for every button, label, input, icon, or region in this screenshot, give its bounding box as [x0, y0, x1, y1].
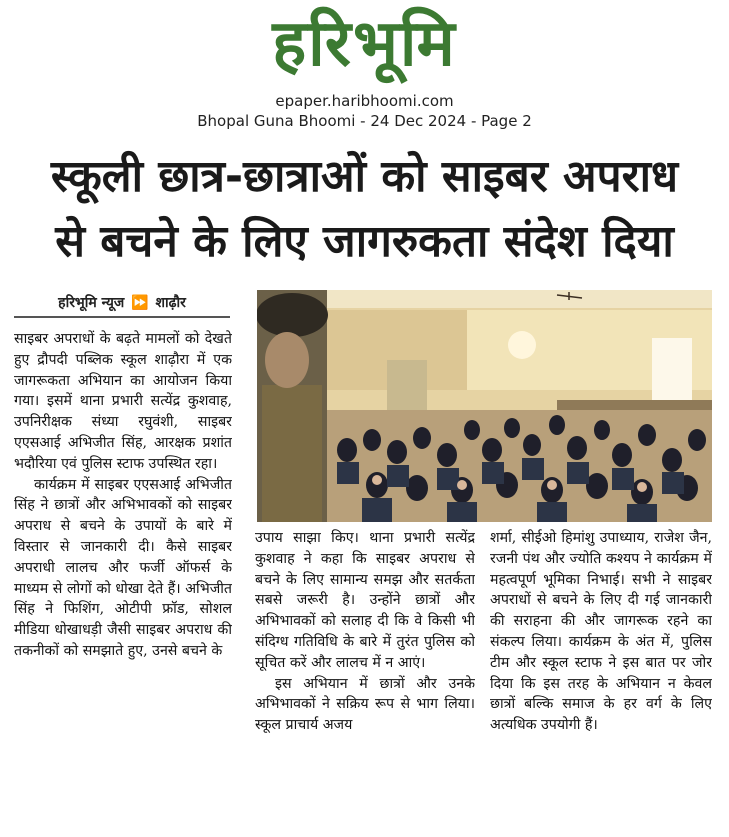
edition-info: Bhopal Guna Bhoomi - 24 Dec 2024 - Page 2 [197, 112, 532, 130]
newspaper-logo: हरिभूमि [272, 7, 457, 81]
paragraph: इस अभियान में छात्रों और उनके अभिभावकों ने सक्रिय रूप से भाग लिया। स्कूल प्राचार्य अजय [255, 675, 475, 734]
masthead [0, 0, 729, 140]
paragraph: उपाय साझा किए। थाना प्रभारी सत्येंद्र कुशवाह ने कहा कि साइबर अपराध से बचने के लिए सामान्य समझ और सतर्कता सबसे जरूरी है। उन्होंने छात्रों और अभिभावकों को सलाह दी कि वे किसी भी संदिग्ध गतिविधि के बारे में तुरंत पुलिस को सूचित करें और लालच में न आएं। [255, 530, 475, 671]
article-headline [10, 144, 719, 274]
photo-illustration [257, 290, 712, 522]
article-column-2 [255, 528, 475, 828]
fast-forward-icon: ⏩ [131, 295, 149, 311]
headline-line-1: स्कूली छात्र-छात्राओं को साइबर अपराध [50, 151, 679, 202]
byline-place: शाढ़ौर [155, 295, 186, 311]
byline [14, 290, 230, 318]
article-column-3 [490, 528, 712, 828]
headline-line-2: से बचने के लिए जागरुकता संदेश दिया [55, 216, 674, 267]
paragraph: कार्यक्रम में साइबर एएसआई अभिजीत सिंह ने छात्रों और अभिभावकों को साइबर अपराध से बचने के उपायों के बारे में विस्तार से जानकारी दी। कैसे साइबर अपराधी लालच और फर्जी ऑफर्स के माध्यम से लोगों को धोखा देते हैं। अभिजीत सिंह ने फिशिंग, ओटीपी फ्रॉड, सोशल मीडिया धोखाधड़ी जैसी साइबर अपराध की तकनीकों को समझाते हुए, उनसे बचने के [14, 476, 232, 659]
paragraph: शर्मा, सीईओ हिमांशु उपाध्याय, राजेश जैन, रजनी पंथ और ज्योति कश्यप ने कार्यक्रम में महत्वपूर्ण भूमिका निभाई। सभी ने साइबर अपराधों से बचने के लिए दी गई जानकारी की सराहना की और जागरूक रहने का संकल्प लिया। कार्यक्रम के अंत में, पुलिस टीम और स्कूल स्टाफ ने इस बात पर जोर दिया कि इस तरह के अभियान न केवल छात्रों बल्कि समाज के हर वर्ग के लिए अत्यधिक उपयोगी हैं। [490, 530, 712, 734]
source-url[interactable]: epaper.haribhoomi.com [275, 92, 454, 110]
byline-source: हरिभूमि न्यूज [58, 295, 125, 311]
article-photo [257, 290, 712, 522]
article-column-1 [14, 329, 232, 829]
paragraph: साइबर अपराधों के बढ़ते मामलों को देखते हुए द्रौपदी पब्लिक स्कूल शाढ़ौरा में एक जागरूकता अभियान का आयोजन किया गया। इसमें थाना प्रभारी सत्येंद्र कुशवाह, उपनिरीक्षक संध्या रघुवंशी, साइबर एएसआई अभिजीत सिंह, आरक्षक प्रशांत भदौरिया एवं पुलिस स्टाफ उपस्थित रहा। [14, 331, 232, 472]
